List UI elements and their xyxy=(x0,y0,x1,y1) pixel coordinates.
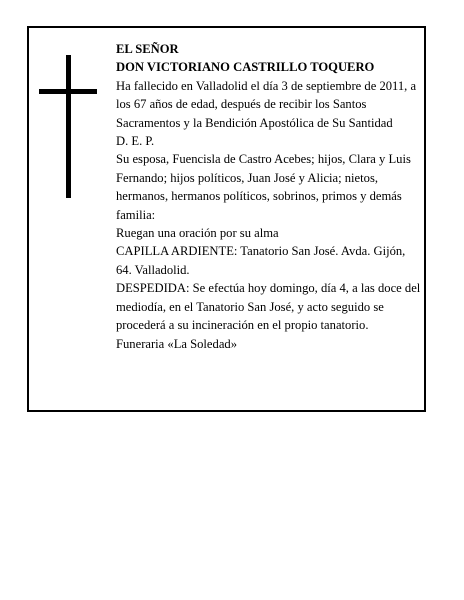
death-announcement: Ha fallecido en Valladolid el día 3 de septiembre de 2011, a los 67 años de edad, después de recibir los Santos Sacramentos y la Bendición Apostólica de Su Santidad xyxy=(116,78,417,130)
funeral-home: Funeraria «La Soledad» xyxy=(116,336,237,351)
chapel-info: CAPILLA ARDIENTE: Tanatorio San José. Avda. Gijón, 64. Valladolid. xyxy=(116,244,406,277)
prayer-request: Ruegan una oración por su alma xyxy=(116,226,279,241)
cross-vertical-bar xyxy=(66,55,71,198)
notice-text xyxy=(116,40,421,353)
rip-line: D. E. P. xyxy=(116,134,155,149)
cross-icon xyxy=(39,55,97,198)
cross-horizontal-bar xyxy=(39,89,97,94)
obituary-notice xyxy=(27,26,426,412)
deceased-name: DON VICTORIANO CASTRILLO TOQUERO xyxy=(116,60,375,75)
heading-title: EL SEÑOR xyxy=(116,42,179,56)
farewell-info: DESPEDIDA: Se efectúa hoy domingo, día 4, a las doce del mediodía, en el Tanatorio San José, y acto seguido se procederá a su incineración en el propio tanatorio. xyxy=(116,281,421,333)
family-list: Su esposa, Fuencisla de Castro Acebes; hijos, Clara y Luis Fernando; hijos políticos, Juan José y Alicia; nietos, hermanos, hermanos políticos, sobrinos, primos y demás familia: xyxy=(116,152,411,222)
